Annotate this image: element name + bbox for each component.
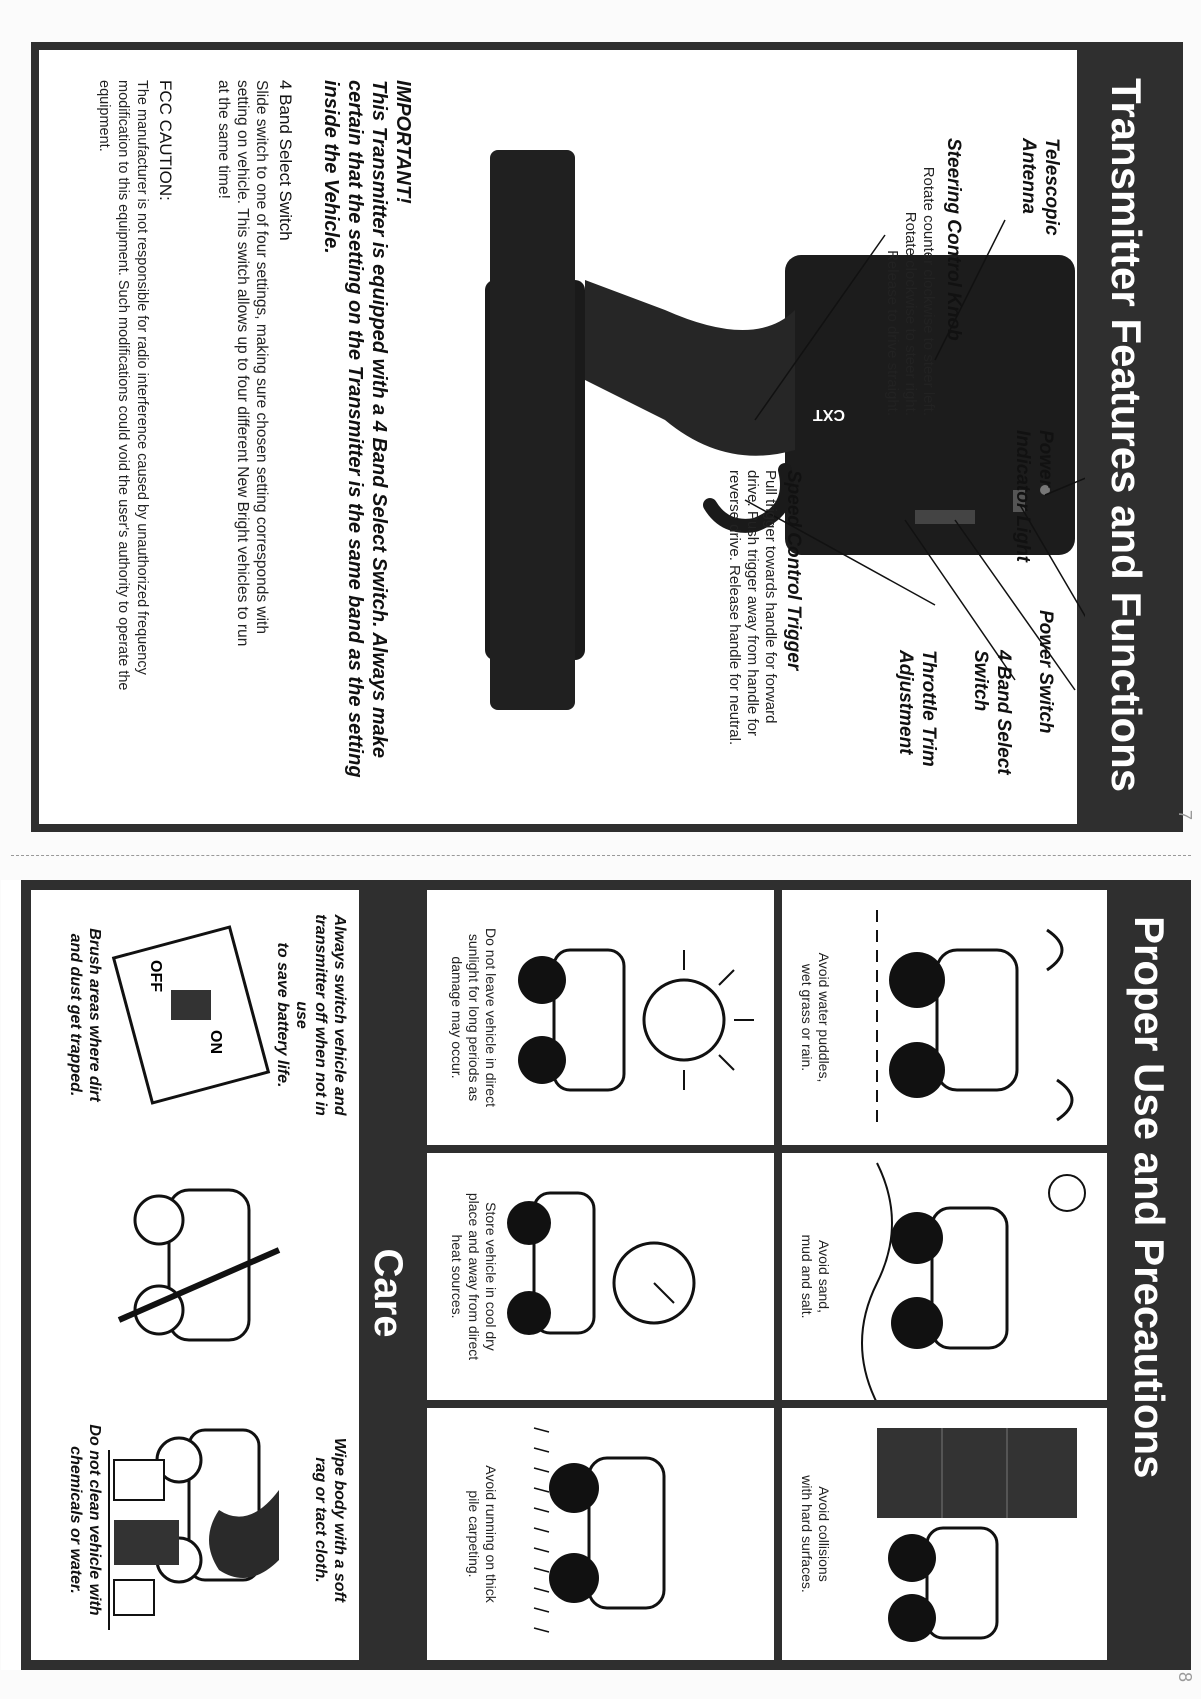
precautions-panel: [1, 880, 1191, 1670]
fcc-text: The manufacturer is not responsible for radio interference caused by unauthorized frequency modification to this equipment. Such modifications could void the user's authority to operate the equipment.: [96, 80, 150, 691]
transmitter-title: Transmitter Features and Functions: [1103, 78, 1150, 793]
care-caption-chemicals: Do not clean vehicle with chemicals or water.: [67, 1424, 103, 1616]
trigger-description: Pull trigger towards handle for forward drive. Push trigger away from handle for reverse drive. Release handle for neutral.: [726, 470, 779, 746]
label-speed-trigger: Speed Control Trigger: [783, 470, 804, 671]
brand-mark: CXT: [813, 406, 845, 423]
care-caption-switch: Always switch vehicle and transmitter off when not in use to save battery life.: [274, 914, 348, 1116]
transmitter-handle: [585, 280, 795, 456]
switch-off-label: OFF: [147, 960, 164, 992]
caption-collisions: Avoid collisions with hard surfaces.: [799, 1475, 832, 1593]
caption-carpet: Avoid running on thick pile carpeting.: [466, 1465, 499, 1603]
precaution-sand: [782, 1153, 1107, 1400]
fcc-heading: FCC CAUTION:: [156, 80, 175, 201]
label-band-switch: 4 Band Select Switch: [970, 650, 1014, 775]
water-vehicle-illustration: [837, 890, 1107, 1145]
precautions-grid: [417, 880, 1107, 1670]
precaution-sunlight: [427, 890, 774, 1145]
transmitter-title-bar: [1077, 50, 1175, 824]
transmitter-panel: [31, 42, 1183, 832]
switch-on-label: ON: [207, 1030, 224, 1054]
precaution-water: [782, 890, 1107, 1145]
band-heading: 4 Band Select Switch: [276, 80, 295, 241]
caption-storage: Store vehicle in cool dry place and away from direct heat sources.: [449, 1192, 499, 1361]
care-caption-wipe: Wipe body with a soft rag or tact cloth.: [312, 1437, 348, 1603]
precaution-collisions: [782, 1408, 1107, 1660]
steering-description: Rotate counter clockwise to steer left. Rotate clockwise to steer right. Release to drive straight.: [884, 166, 937, 416]
switch-illustration: [111, 920, 281, 1110]
collision-illustration: [837, 1408, 1107, 1660]
precautions-title: Proper Use and Precautions: [1126, 916, 1173, 1479]
label-antenna: Telescopic Antenna: [1018, 138, 1062, 236]
storage-illustration: [504, 1153, 774, 1400]
precaution-carpet: [427, 1408, 774, 1660]
care-section: [21, 880, 359, 1670]
caption-sand: Avoid sand, mud and salt.: [799, 1234, 832, 1319]
sunlight-illustration: [504, 890, 774, 1145]
label-power-switch: Power Switch: [1035, 610, 1056, 734]
band-switch-shape: [915, 510, 975, 524]
precaution-storage: [427, 1153, 774, 1400]
caption-sunlight: Do not leave vehicle in direct sunlight for long periods as damage may occur.: [449, 928, 499, 1107]
care-caption-brush: Brush areas where dirt and dust get trapped.: [67, 928, 103, 1102]
band-description: Slide switch to one of four settings, making sure chosen setting corresponds with setting on vehicle. This switch allows up to four different New Bright vehicles to run at the same time!: [215, 80, 270, 647]
brush-illustration: [79, 1150, 319, 1380]
label-throttle-trim: Throttle Trim Adjustment: [895, 650, 939, 767]
carpet-illustration: [504, 1408, 774, 1660]
page-number-left: 7: [1175, 810, 1195, 821]
label-power-light: Power Indicator Light: [1012, 430, 1056, 562]
precautions-title-bar: [1107, 880, 1191, 1670]
caption-water: Avoid water puddles, wet grass or rain.: [799, 952, 832, 1083]
label-steering-knob: Steering Control Knob: [943, 138, 964, 341]
sand-vehicle-illustration: [837, 1153, 1107, 1400]
care-title: Care: [366, 1248, 411, 1338]
care-title-bar: [359, 880, 417, 1670]
important-notice: IMPORTANT! This Transmitter is equipped with a 4 Band Select Switch. Always make certain that the setting on the Transmitter is the same band as the setting inside the Vehicle.: [320, 80, 414, 778]
chemicals-illustration: [104, 1450, 189, 1630]
fold-line: [11, 855, 1191, 856]
page-number-right: 8: [1175, 1672, 1195, 1683]
